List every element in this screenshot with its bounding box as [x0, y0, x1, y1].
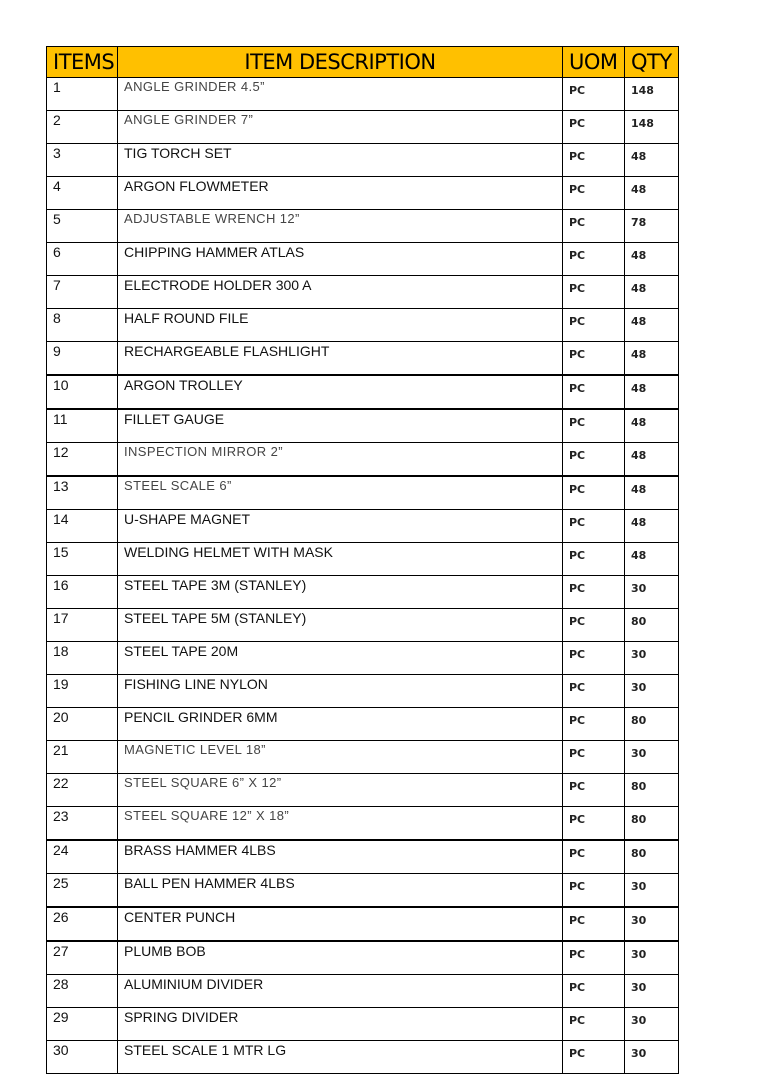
- item-number-cell: 26: [47, 907, 118, 941]
- table-row: [47, 642, 679, 675]
- item-description-cell: U-SHAPE MAGNET: [118, 510, 563, 543]
- qty-cell: 80: [625, 774, 679, 807]
- item-number-cell: 28: [47, 975, 118, 1008]
- uom-cell: PC: [563, 210, 625, 243]
- item-description-cell: FISHING LINE NYLON: [118, 675, 563, 708]
- uom-cell: PC: [563, 309, 625, 342]
- qty-cell: 48: [625, 144, 679, 177]
- item-description-cell: ANGLE GRINDER 4.5”: [118, 78, 563, 111]
- header-items: ITEMS: [47, 47, 118, 78]
- item-description-cell: STEEL SCALE 1 MTR LG: [118, 1041, 563, 1074]
- item-number-cell: 29: [47, 1008, 118, 1041]
- uom-cell: PC: [563, 907, 625, 941]
- table-row: [47, 375, 679, 409]
- table-row: [47, 342, 679, 376]
- uom-cell: PC: [563, 543, 625, 576]
- item-description-cell: ARGON TROLLEY: [118, 375, 563, 409]
- table-row: [47, 210, 679, 243]
- uom-cell: PC: [563, 642, 625, 675]
- uom-cell: PC: [563, 874, 625, 908]
- qty-cell: 30: [625, 941, 679, 975]
- item-number-cell: 5: [47, 210, 118, 243]
- table-row: [47, 1041, 679, 1074]
- qty-cell: 48: [625, 510, 679, 543]
- uom-cell: PC: [563, 409, 625, 443]
- item-description-cell: BALL PEN HAMMER 4LBS: [118, 874, 563, 908]
- item-number-cell: 16: [47, 576, 118, 609]
- item-number-cell: 22: [47, 774, 118, 807]
- header-uom: UOM: [563, 47, 625, 78]
- uom-cell: PC: [563, 609, 625, 642]
- qty-cell: 80: [625, 708, 679, 741]
- item-description-cell: FILLET GAUGE: [118, 409, 563, 443]
- item-description-cell: STEEL SQUARE 12” X 18”: [118, 807, 563, 841]
- item-number-cell: 6: [47, 243, 118, 276]
- item-description-cell: RECHARGEABLE FLASHLIGHT: [118, 342, 563, 376]
- uom-cell: PC: [563, 443, 625, 477]
- qty-cell: 48: [625, 309, 679, 342]
- qty-cell: 80: [625, 807, 679, 841]
- uom-cell: PC: [563, 243, 625, 276]
- table-row: [47, 907, 679, 941]
- table-row: [47, 807, 679, 841]
- item-number-cell: 13: [47, 476, 118, 510]
- item-number-cell: 2: [47, 111, 118, 144]
- table-row: [47, 609, 679, 642]
- uom-cell: PC: [563, 111, 625, 144]
- item-description-cell: STEEL TAPE 3M (STANLEY): [118, 576, 563, 609]
- table-row: [47, 840, 679, 874]
- item-number-cell: 20: [47, 708, 118, 741]
- table-row: [47, 476, 679, 510]
- qty-cell: 48: [625, 476, 679, 510]
- uom-cell: PC: [563, 576, 625, 609]
- uom-cell: PC: [563, 675, 625, 708]
- qty-cell: 48: [625, 443, 679, 477]
- qty-cell: 80: [625, 840, 679, 874]
- table-row: [47, 177, 679, 210]
- items-table: [46, 46, 679, 1074]
- item-description-cell: ARGON FLOWMETER: [118, 177, 563, 210]
- uom-cell: PC: [563, 276, 625, 309]
- item-number-cell: 4: [47, 177, 118, 210]
- table-row: [47, 741, 679, 774]
- item-description-cell: INSPECTION MIRROR 2”: [118, 443, 563, 477]
- table-row: [47, 309, 679, 342]
- qty-cell: 30: [625, 874, 679, 908]
- qty-cell: 148: [625, 78, 679, 111]
- item-description-cell: SPRING DIVIDER: [118, 1008, 563, 1041]
- uom-cell: PC: [563, 144, 625, 177]
- uom-cell: PC: [563, 741, 625, 774]
- item-number-cell: 8: [47, 309, 118, 342]
- qty-cell: 48: [625, 243, 679, 276]
- item-description-cell: STEEL TAPE 5M (STANLEY): [118, 609, 563, 642]
- table-row: [47, 708, 679, 741]
- item-description-cell: ALUMINIUM DIVIDER: [118, 975, 563, 1008]
- item-number-cell: 17: [47, 609, 118, 642]
- qty-cell: 80: [625, 609, 679, 642]
- table-row: [47, 243, 679, 276]
- uom-cell: PC: [563, 1008, 625, 1041]
- item-description-cell: MAGNETIC LEVEL 18”: [118, 741, 563, 774]
- uom-cell: PC: [563, 78, 625, 111]
- uom-cell: PC: [563, 1041, 625, 1074]
- item-number-cell: 19: [47, 675, 118, 708]
- uom-cell: PC: [563, 941, 625, 975]
- uom-cell: PC: [563, 774, 625, 807]
- table-row: [47, 276, 679, 309]
- item-description-cell: BRASS HAMMER 4LBS: [118, 840, 563, 874]
- table-row: [47, 774, 679, 807]
- qty-cell: 48: [625, 543, 679, 576]
- table-row: [47, 144, 679, 177]
- item-description-cell: PLUMB BOB: [118, 941, 563, 975]
- qty-cell: 30: [625, 907, 679, 941]
- table-row: [47, 975, 679, 1008]
- table-row: [47, 874, 679, 908]
- uom-cell: PC: [563, 840, 625, 874]
- table-row: [47, 409, 679, 443]
- qty-cell: 30: [625, 675, 679, 708]
- table-row: [47, 510, 679, 543]
- item-number-cell: 14: [47, 510, 118, 543]
- item-description-cell: PENCIL GRINDER 6MM: [118, 708, 563, 741]
- uom-cell: PC: [563, 807, 625, 841]
- qty-cell: 48: [625, 409, 679, 443]
- header-row: [47, 47, 679, 78]
- qty-cell: 78: [625, 210, 679, 243]
- item-description-cell: STEEL TAPE 20M: [118, 642, 563, 675]
- header-item-description: ITEM DESCRIPTION: [118, 47, 563, 78]
- qty-cell: 30: [625, 975, 679, 1008]
- item-description-cell: ANGLE GRINDER 7”: [118, 111, 563, 144]
- table-row: [47, 576, 679, 609]
- item-number-cell: 27: [47, 941, 118, 975]
- item-description-cell: WELDING HELMET WITH MASK: [118, 543, 563, 576]
- item-number-cell: 12: [47, 443, 118, 477]
- item-description-cell: STEEL SCALE 6”: [118, 476, 563, 510]
- qty-cell: 48: [625, 276, 679, 309]
- header-qty: QTY: [625, 47, 679, 78]
- item-number-cell: 25: [47, 874, 118, 908]
- table-row: [47, 675, 679, 708]
- qty-cell: 30: [625, 642, 679, 675]
- table-row: [47, 941, 679, 975]
- item-number-cell: 15: [47, 543, 118, 576]
- qty-cell: 48: [625, 342, 679, 376]
- item-description-cell: TIG TORCH SET: [118, 144, 563, 177]
- uom-cell: PC: [563, 375, 625, 409]
- qty-cell: 48: [625, 177, 679, 210]
- uom-cell: PC: [563, 476, 625, 510]
- qty-cell: 30: [625, 1008, 679, 1041]
- item-number-cell: 23: [47, 807, 118, 841]
- item-number-cell: 10: [47, 375, 118, 409]
- table-row: [47, 443, 679, 477]
- table-body: [47, 78, 679, 1074]
- uom-cell: PC: [563, 975, 625, 1008]
- item-number-cell: 18: [47, 642, 118, 675]
- qty-cell: 30: [625, 741, 679, 774]
- qty-cell: 48: [625, 375, 679, 409]
- item-number-cell: 3: [47, 144, 118, 177]
- qty-cell: 148: [625, 111, 679, 144]
- item-number-cell: 24: [47, 840, 118, 874]
- uom-cell: PC: [563, 342, 625, 376]
- item-number-cell: 9: [47, 342, 118, 376]
- table-row: [47, 1008, 679, 1041]
- uom-cell: PC: [563, 510, 625, 543]
- uom-cell: PC: [563, 177, 625, 210]
- item-number-cell: 7: [47, 276, 118, 309]
- uom-cell: PC: [563, 708, 625, 741]
- qty-cell: 30: [625, 576, 679, 609]
- table-header: [47, 47, 679, 78]
- table-row: [47, 78, 679, 111]
- item-description-cell: HALF ROUND FILE: [118, 309, 563, 342]
- item-number-cell: 1: [47, 78, 118, 111]
- item-number-cell: 11: [47, 409, 118, 443]
- item-number-cell: 30: [47, 1041, 118, 1074]
- item-description-cell: ADJUSTABLE WRENCH 12”: [118, 210, 563, 243]
- table-row: [47, 543, 679, 576]
- table-row: [47, 111, 679, 144]
- item-description-cell: ELECTRODE HOLDER 300 A: [118, 276, 563, 309]
- item-description-cell: STEEL SQUARE 6” X 12”: [118, 774, 563, 807]
- qty-cell: 30: [625, 1041, 679, 1074]
- item-description-cell: CENTER PUNCH: [118, 907, 563, 941]
- item-number-cell: 21: [47, 741, 118, 774]
- item-description-cell: CHIPPING HAMMER ATLAS: [118, 243, 563, 276]
